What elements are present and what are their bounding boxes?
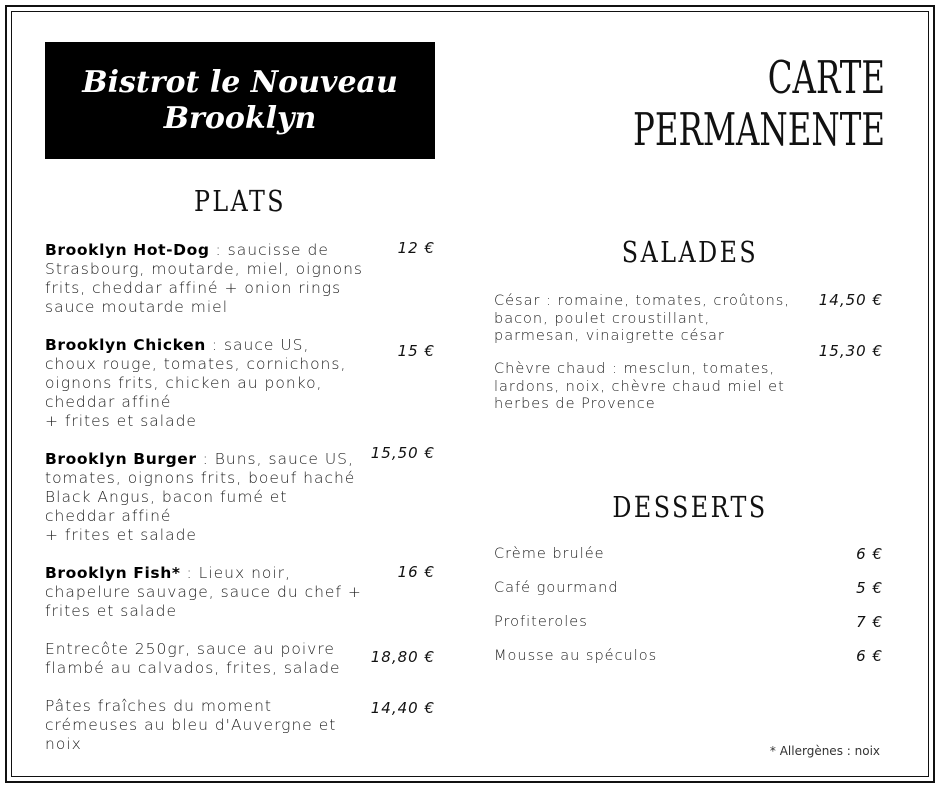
plat-price: 16 € (397, 563, 435, 581)
logo-line-1: Bistrot le Nouveau (82, 64, 398, 100)
dessert-item: Profiteroles (494, 614, 588, 630)
plats-heading: PLATS (193, 184, 287, 218)
plat-item (45, 564, 363, 621)
salade-description: César : romaine, tomates, croûtons, bacon, poulet croustillant, parmesan, vinaigrette césar (494, 293, 790, 344)
salade-description: Chèvre chaud : mesclun, tomates, lardons, noix, chèvre chaud miel et herbes de Provence (494, 361, 785, 412)
plat-item (45, 640, 363, 678)
plat-extra: + frites et salade (45, 412, 197, 430)
plat-price: 15,50 € (370, 444, 435, 462)
plat-description: : Buns, sauce US, tomates, oignons frits, boeuf haché Black Angus, bacon fumé et cheddar affiné (45, 450, 356, 525)
menu-title-line-2: PERMANENTE (632, 103, 885, 156)
desserts-heading: DESSERTS (612, 490, 768, 524)
allergen-footnote: * Allergènes : noix (769, 744, 880, 758)
menu-title (633, 52, 885, 156)
plat-item (45, 241, 363, 317)
plat-item (45, 697, 363, 754)
plat-extra: + frites et salade (45, 526, 197, 544)
menu-title-line-1: CARTE (767, 51, 885, 104)
plat-name: Brooklyn Chicken (45, 336, 206, 354)
plat-description: : saucisse de Strasbourg, moutarde, miel, oignons frits, cheddar affiné + onion rings sauce moutarde miel (45, 241, 363, 316)
dessert-price: 7 € (856, 613, 883, 631)
logo-line-2: Brooklyn (163, 100, 317, 136)
salade-item (494, 293, 794, 346)
dessert-price: 5 € (856, 579, 883, 597)
plat-price: 18,80 € (370, 648, 435, 666)
plat-name: Brooklyn Hot-Dog (45, 241, 210, 259)
plat-price: 15 € (397, 342, 435, 360)
plat-description: Pâtes fraîches du moment crémeuses au bleu d'Auvergne et noix (45, 697, 337, 753)
salade-price: 15,30 € (818, 342, 883, 360)
salade-price: 14,50 € (818, 291, 883, 309)
plat-item (45, 336, 363, 431)
plat-item (45, 450, 363, 545)
salade-item (494, 361, 794, 414)
plat-name: Brooklyn Burger (45, 450, 197, 468)
plat-price: 14,40 € (370, 699, 435, 717)
restaurant-logo (45, 42, 435, 159)
plat-description: Entrecôte 250gr, sauce au poivre flambé au calvados, frites, salade (45, 640, 341, 677)
plat-name: Brooklyn Fish* (45, 564, 181, 582)
dessert-item: Crème brulée (494, 546, 605, 562)
dessert-item: Mousse au spéculos (494, 648, 658, 664)
plat-description: : Lieux noir, chapelure sauvage, sauce du chef + frites et salade (45, 564, 362, 620)
dessert-price: 6 € (856, 545, 883, 563)
dessert-price: 6 € (856, 647, 883, 665)
salades-heading: SALADES (621, 235, 759, 269)
plat-price: 12 € (397, 239, 435, 257)
dessert-item: Café gourmand (494, 580, 619, 596)
plat-description: : sauce US, choux rouge, tomates, cornichons, oignons frits, chicken au ponko, cheddar affiné (45, 336, 347, 411)
